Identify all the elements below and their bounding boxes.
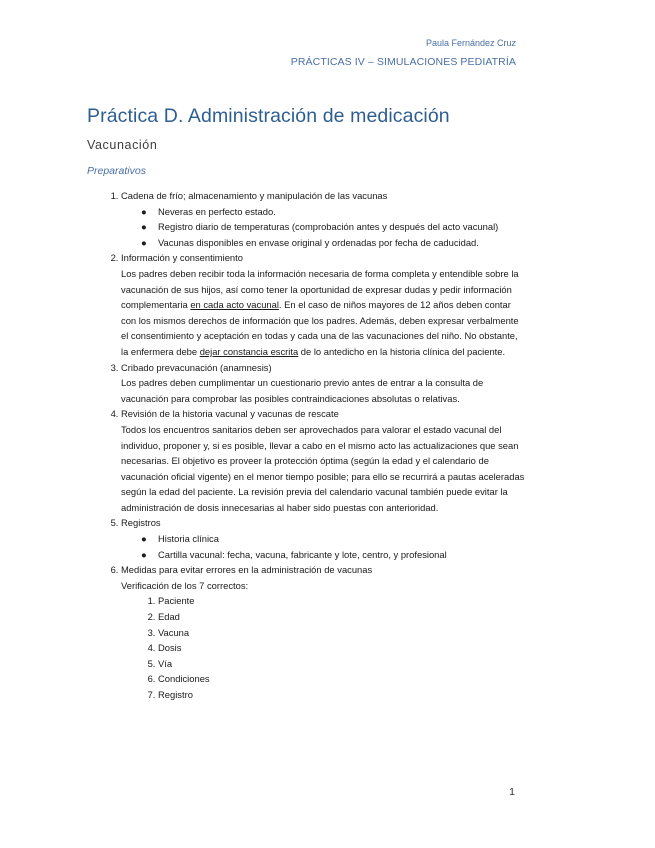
section-heading: Preparativos xyxy=(87,165,146,177)
bullet-item xyxy=(141,219,527,235)
sublist-item: 2. Edad xyxy=(158,609,527,625)
bullet-item xyxy=(141,204,527,220)
page-number: 1 xyxy=(509,786,515,798)
bullet-text: Vacunas disponibles en envase original y ordenadas por fecha de caducidad. xyxy=(158,236,479,248)
item-paragraph: Los padres deben cumplimentar un cuestionario previo antes de entrar a la consulta de vacunación para comprobar las posibles contraindicaciones absolutas o relativas. xyxy=(121,377,484,404)
main-list xyxy=(87,188,527,703)
numbered-sublist xyxy=(121,593,527,702)
bullet-icon: ● xyxy=(141,548,147,560)
item-title: 2. Información y consentimiento xyxy=(121,252,243,264)
list-item-1 xyxy=(121,188,527,250)
sublist-item: 6. Condiciones xyxy=(158,671,527,687)
item-title: 5. Registros xyxy=(121,517,161,529)
paragraph-text: Los padres deben recibir toda la información necesaria de forma completa y entendible sobre la vacunación de sus hijos, así como tener la oportunidad de expresar dudas y pedir información complementaria xyxy=(121,267,519,311)
list-item-4 xyxy=(121,406,527,515)
item-title: 6. Medidas para evitar errores en la administración de vacunas xyxy=(121,564,373,576)
item-title: 3. Cribado prevacunación (anamnesis) xyxy=(121,361,272,373)
bullet-icon: ● xyxy=(141,533,147,545)
header-author: Paula Fernández Cruz xyxy=(425,38,516,48)
bullet-text: Historia clínica xyxy=(158,533,219,545)
document-body xyxy=(87,188,527,703)
item-title: 1. Cadena de frío; almacenamiento y manipulación de las vacunas xyxy=(121,190,388,201)
list-item-5 xyxy=(121,515,527,562)
paragraph-text: . En el caso de niños mayores de 12 años deben contar con los mismos derechos de información que los padres. Además, deben expresar verbalmente el consentimiento y aceptación en todas y cada una de las vacunaciones del niño. No obstante, la enfermera debe xyxy=(121,299,519,357)
bullet-item xyxy=(141,531,527,547)
item-paragraph xyxy=(121,266,527,360)
header-course: PRÁCTICAS IV – SIMULACIONES PEDIATRÍA xyxy=(290,56,516,68)
document-subtitle: Vacunación xyxy=(87,138,158,152)
list-item-3 xyxy=(121,360,527,407)
bullet-text: Registro diario de temperaturas (comprobación antes y después del acto vacunal) xyxy=(158,221,499,233)
list-item-6 xyxy=(121,562,527,702)
sublist-item: 5. Vía xyxy=(158,656,527,672)
bullet-icon: ● xyxy=(141,221,147,233)
bullet-item xyxy=(141,547,527,563)
bullet-icon: ● xyxy=(141,236,147,248)
item-paragraph: Verificación de los 7 correctos: xyxy=(121,579,249,591)
item-paragraph: Todos los encuentros sanitarios deben ser aprovechados para valorar el estado vacunal del individuo, proponer y, si es posible, llevar a cabo en el mismo acto las actualizaciones que sean necesarias. El objetivo es proveer la protección óptima (según la edad y el calendario de vacunación oficial vigente) en el menor tiempo posible; para ello se recurrirá a pautas aceleradas según la edad del paciente. La revisión previa del calendario vacunal también puede evitar la administración de dosis innecesarias al haber sido puestas con anterioridad. xyxy=(121,423,525,513)
bullet-list xyxy=(121,531,527,562)
document-title: Práctica D. Administración de medicación xyxy=(87,105,450,127)
sublist-item: 3. Vacuna xyxy=(158,625,527,641)
sublist-item: 4. Dosis xyxy=(158,640,527,656)
sublist-item: 1. Paciente xyxy=(158,593,527,609)
paragraph-text: de lo antedicho en la historia clínica del paciente. xyxy=(298,345,506,357)
sublist-item: 7. Registro xyxy=(158,687,527,703)
bullet-list xyxy=(121,204,527,251)
bullet-text: Cartilla vacunal: fecha, vacuna, fabricante y lote, centro, y profesional xyxy=(158,548,447,560)
underlined-text: dejar constancia escrita xyxy=(199,345,299,357)
item-title: 4. Revisión de la historia vacunal y vacunas de rescate xyxy=(121,408,339,420)
bullet-item xyxy=(141,235,527,251)
list-item-2 xyxy=(121,250,527,359)
underlined-text: en cada acto vacunal xyxy=(190,299,279,311)
bullet-text: Neveras en perfecto estado. xyxy=(158,205,276,217)
bullet-icon: ● xyxy=(141,205,147,217)
